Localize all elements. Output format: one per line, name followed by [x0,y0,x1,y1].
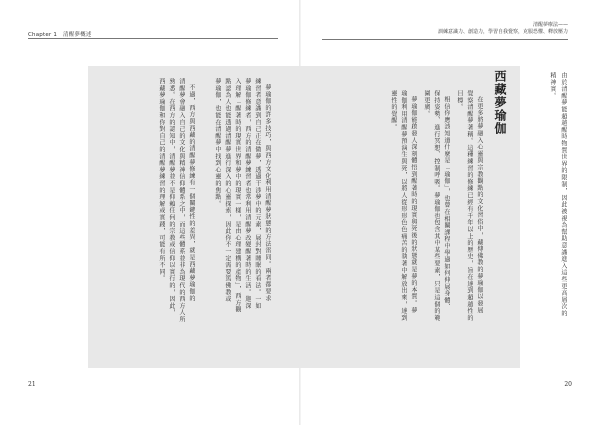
main-text-column: 由於清醒夢能超越醒時物質世界的限制，因此被視為幫助意識進入這些更高層次的 [560,72,567,317]
right-page-number: 20 [564,381,572,388]
sidebar-text-column: 入理解「醒著時的現實世界和夢中的現實一樣，是由心理建構的產物」，西方觀 [234,78,241,313]
book-subtitle: 訓練意識力、創造力，學習自我覺察，克服恐懼、釋放壓力 [437,29,568,35]
sidebar-text-column: 保持姿勢、進行冥想、控制呼吸。夢瑜伽也包含其中某些要素，只是這個的範 [433,90,440,322]
sidebar-title: 西藏夢瑜伽 [493,70,507,135]
sidebar-text-column: 圍更廣。 [423,90,430,118]
sidebar-text-column: 西藏夢瑜伽和你對自己的清醒夢練習的理解或實踐，可能有所不同。 [158,78,165,282]
sidebar-text-column: 夢瑜伽能啟發人深刻體悟到醒著時的現實與死後的狀態就是夢的本質。夢 [410,96,417,314]
main-text-column: 精神實。 [549,72,556,100]
sidebar-text-column: 練習者意識到自己正在做夢，透過干涉夢中的元素，展封對睡眠的看法。一如 [254,78,261,310]
chapter-label: Chapter 1 [28,32,58,38]
right-running-header [438,22,568,36]
sidebar-text-column: 夢瑜伽修練者，西方的清醒夢練習者也常利用清醒夢改變醒著時的生活。迦深 [244,78,251,310]
chapter-title: 清醒夢概述 [63,32,92,38]
sidebar-text-column: 目標。 [456,90,463,111]
book-title: 清醒夢療法—— [532,22,568,28]
sidebar-text-column: 夢瑜伽，也能在清醒夢中找到心靈的焦點。 [214,78,221,208]
sidebar-text-column: 瑜伽利用清醒夢預演生與死，以將人從形形色色痛苦的執著中解放出來，達到 [400,90,407,322]
sidebar-text-column: 覺察清醒夢著稱。這種練習的修練已經有千年以上的歷史，旨在達到超越性的 [466,90,473,322]
sidebar-text-column: 靈性的覺醒。 [390,90,397,131]
left-header-rule [28,38,278,39]
sidebar-text-column: 相信你應該知道什麼是「瑜伽」，也曾在相關課程中學過如何伸展身體、 [443,96,450,311]
left-running-header [28,30,92,38]
right-header-rule [322,39,568,40]
sidebar-text-column: 不過，西方與西藏的清醒夢修練有一個關鍵性的差異，就是西藏夢瑜伽的 [188,84,195,302]
sidebar-text-column: 熟悉。在西方的認知中，清醒夢並不是仰賴任何的宗教或信仰以實行的，因此， [168,78,175,316]
sidebar-text-column: 在更多將夢融入心靈與宗教觀點的文化習俗中，藏傳佛教的夢瑜伽以發展 [476,96,483,314]
sidebar-text-column: 清醒夢會融入自己的文化與精神信仰體系之中，而這些體系並非為現代的西方人所 [178,78,185,323]
sidebar-text-column: 點認為人也能透過清醒夢進行深入的心靈探索，因此你不一定需要篤佛教或 [224,78,231,303]
left-page-number: 21 [28,381,36,388]
sidebar-text-column: 夢瑜伽的許多技巧，與西方文化利用清醒夢狀態的方法雷同。兩者都要求 [264,84,271,302]
